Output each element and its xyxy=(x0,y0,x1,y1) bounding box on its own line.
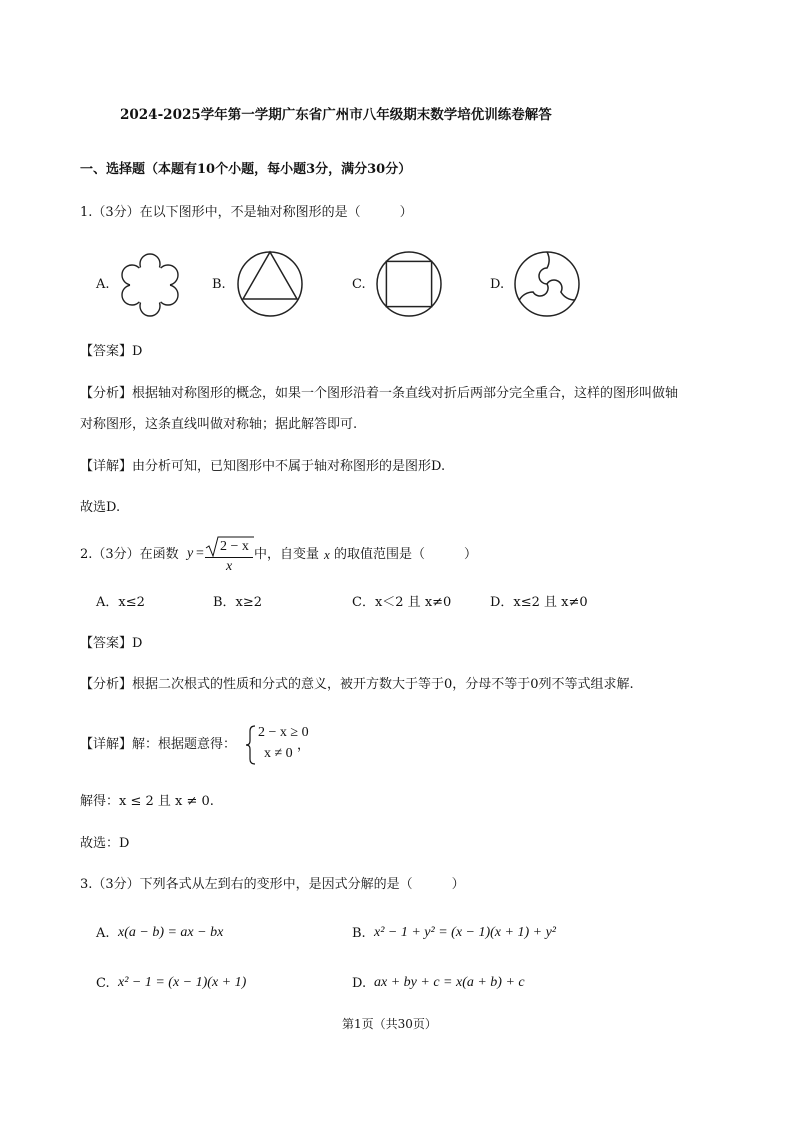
q2-choose: 故选：D xyxy=(80,836,130,851)
q1-option-d-label: D. xyxy=(490,277,505,292)
q2-function-radicand: 2 − x xyxy=(220,539,249,554)
q2-detail-prefix: 【详解】解：根据题意得： xyxy=(80,737,237,752)
q1-option-b-label: B. xyxy=(212,277,226,292)
q2-option-a: A．x≤2 xyxy=(96,595,145,610)
q2-stem-var: x xyxy=(324,547,330,562)
q2-stem-prefix: 2.（3分）在函数 xyxy=(80,547,179,562)
q1-answer: 【答案】D xyxy=(80,344,143,359)
q2-option-b: B．x≥2 xyxy=(213,595,263,610)
q2-function-y: y xyxy=(187,546,194,561)
q1-option-a-label: A. xyxy=(96,277,110,292)
q3-option-b-label: B. xyxy=(352,926,366,941)
q1-analysis-line1: 【分析】根据轴对称图形的概念，如果一个图形沿着一条直线对折后两部分完全重合，这样的图形叫做轴 xyxy=(80,386,679,401)
q1-figure-b-triangle-in-circle xyxy=(236,250,304,318)
q1-detail: 【详解】由分析可知，已知图形中不属于轴对称图形的是图形D. xyxy=(80,459,446,474)
q1-figure-d-swirl xyxy=(513,250,581,318)
q2-answer: 【答案】D xyxy=(80,636,143,651)
q1-stem: 1.（3分）在以下图形中，不是轴对称图形的是（ ） xyxy=(80,205,413,220)
page-title: 2024-2025学年第一学期广东省广州市八年级期末数学培优训练卷解答 xyxy=(120,107,552,123)
q2-function-denominator: x xyxy=(226,559,233,574)
q3-option-d-label: D. xyxy=(352,976,367,991)
q2-system-line2: x ≠ 0 xyxy=(264,746,293,761)
q3-option-a: x(a − b) = ax − bx xyxy=(118,925,224,940)
q2-system-line1: 2 − x ≥ 0 xyxy=(258,725,309,740)
q3-option-d: ax + by + c = x(a + b) + c xyxy=(374,975,525,990)
q3-option-a-label: A. xyxy=(96,926,110,941)
q1-option-c-label: C. xyxy=(352,277,366,292)
q3-option-c: x² − 1 = (x − 1)(x + 1) xyxy=(118,975,247,990)
q2-option-c: C．x＜2 且 x≠0 xyxy=(352,595,452,610)
q2-solve: 解得：x ≤ 2 且 x ≠ 0. xyxy=(80,794,214,809)
page-footer: 第1页（共30页） xyxy=(342,1017,437,1031)
q2-fraction-bar xyxy=(205,557,253,558)
q3-option-b: x² − 1 + y² = (x − 1)(x + 1) + y² xyxy=(374,925,556,940)
left-brace-icon xyxy=(246,725,256,765)
q2-system-comma: ， xyxy=(297,738,311,753)
q3-stem: 3.（3分）下列各式从左到右的变形中，是因式分解的是（ ） xyxy=(80,877,465,892)
section-heading: 一、选择题（本题有10个小题，每小题3分，满分30分） xyxy=(80,162,412,177)
q2-stem-middle: 中，自变量 xyxy=(254,547,320,562)
q1-figure-c-square-in-circle xyxy=(375,250,443,318)
q1-choose: 故选D. xyxy=(80,500,121,515)
q3-option-c-label: C. xyxy=(96,976,110,991)
q1-figure-a-flower xyxy=(115,250,185,320)
q2-option-d: D．x≤2 且 x≠0 xyxy=(490,595,588,610)
q2-stem-suffix: 的取值范围是（ ） xyxy=(334,547,478,562)
q1-analysis-line2: 对称图形，这条直线叫做对称轴；据此解答即可. xyxy=(80,417,358,432)
q2-analysis: 【分析】根据二次根式的性质和分式的意义，被开方数大于等于0，分母不等于0列不等式组求解. xyxy=(80,677,634,692)
q2-function-equals: = xyxy=(196,546,204,561)
